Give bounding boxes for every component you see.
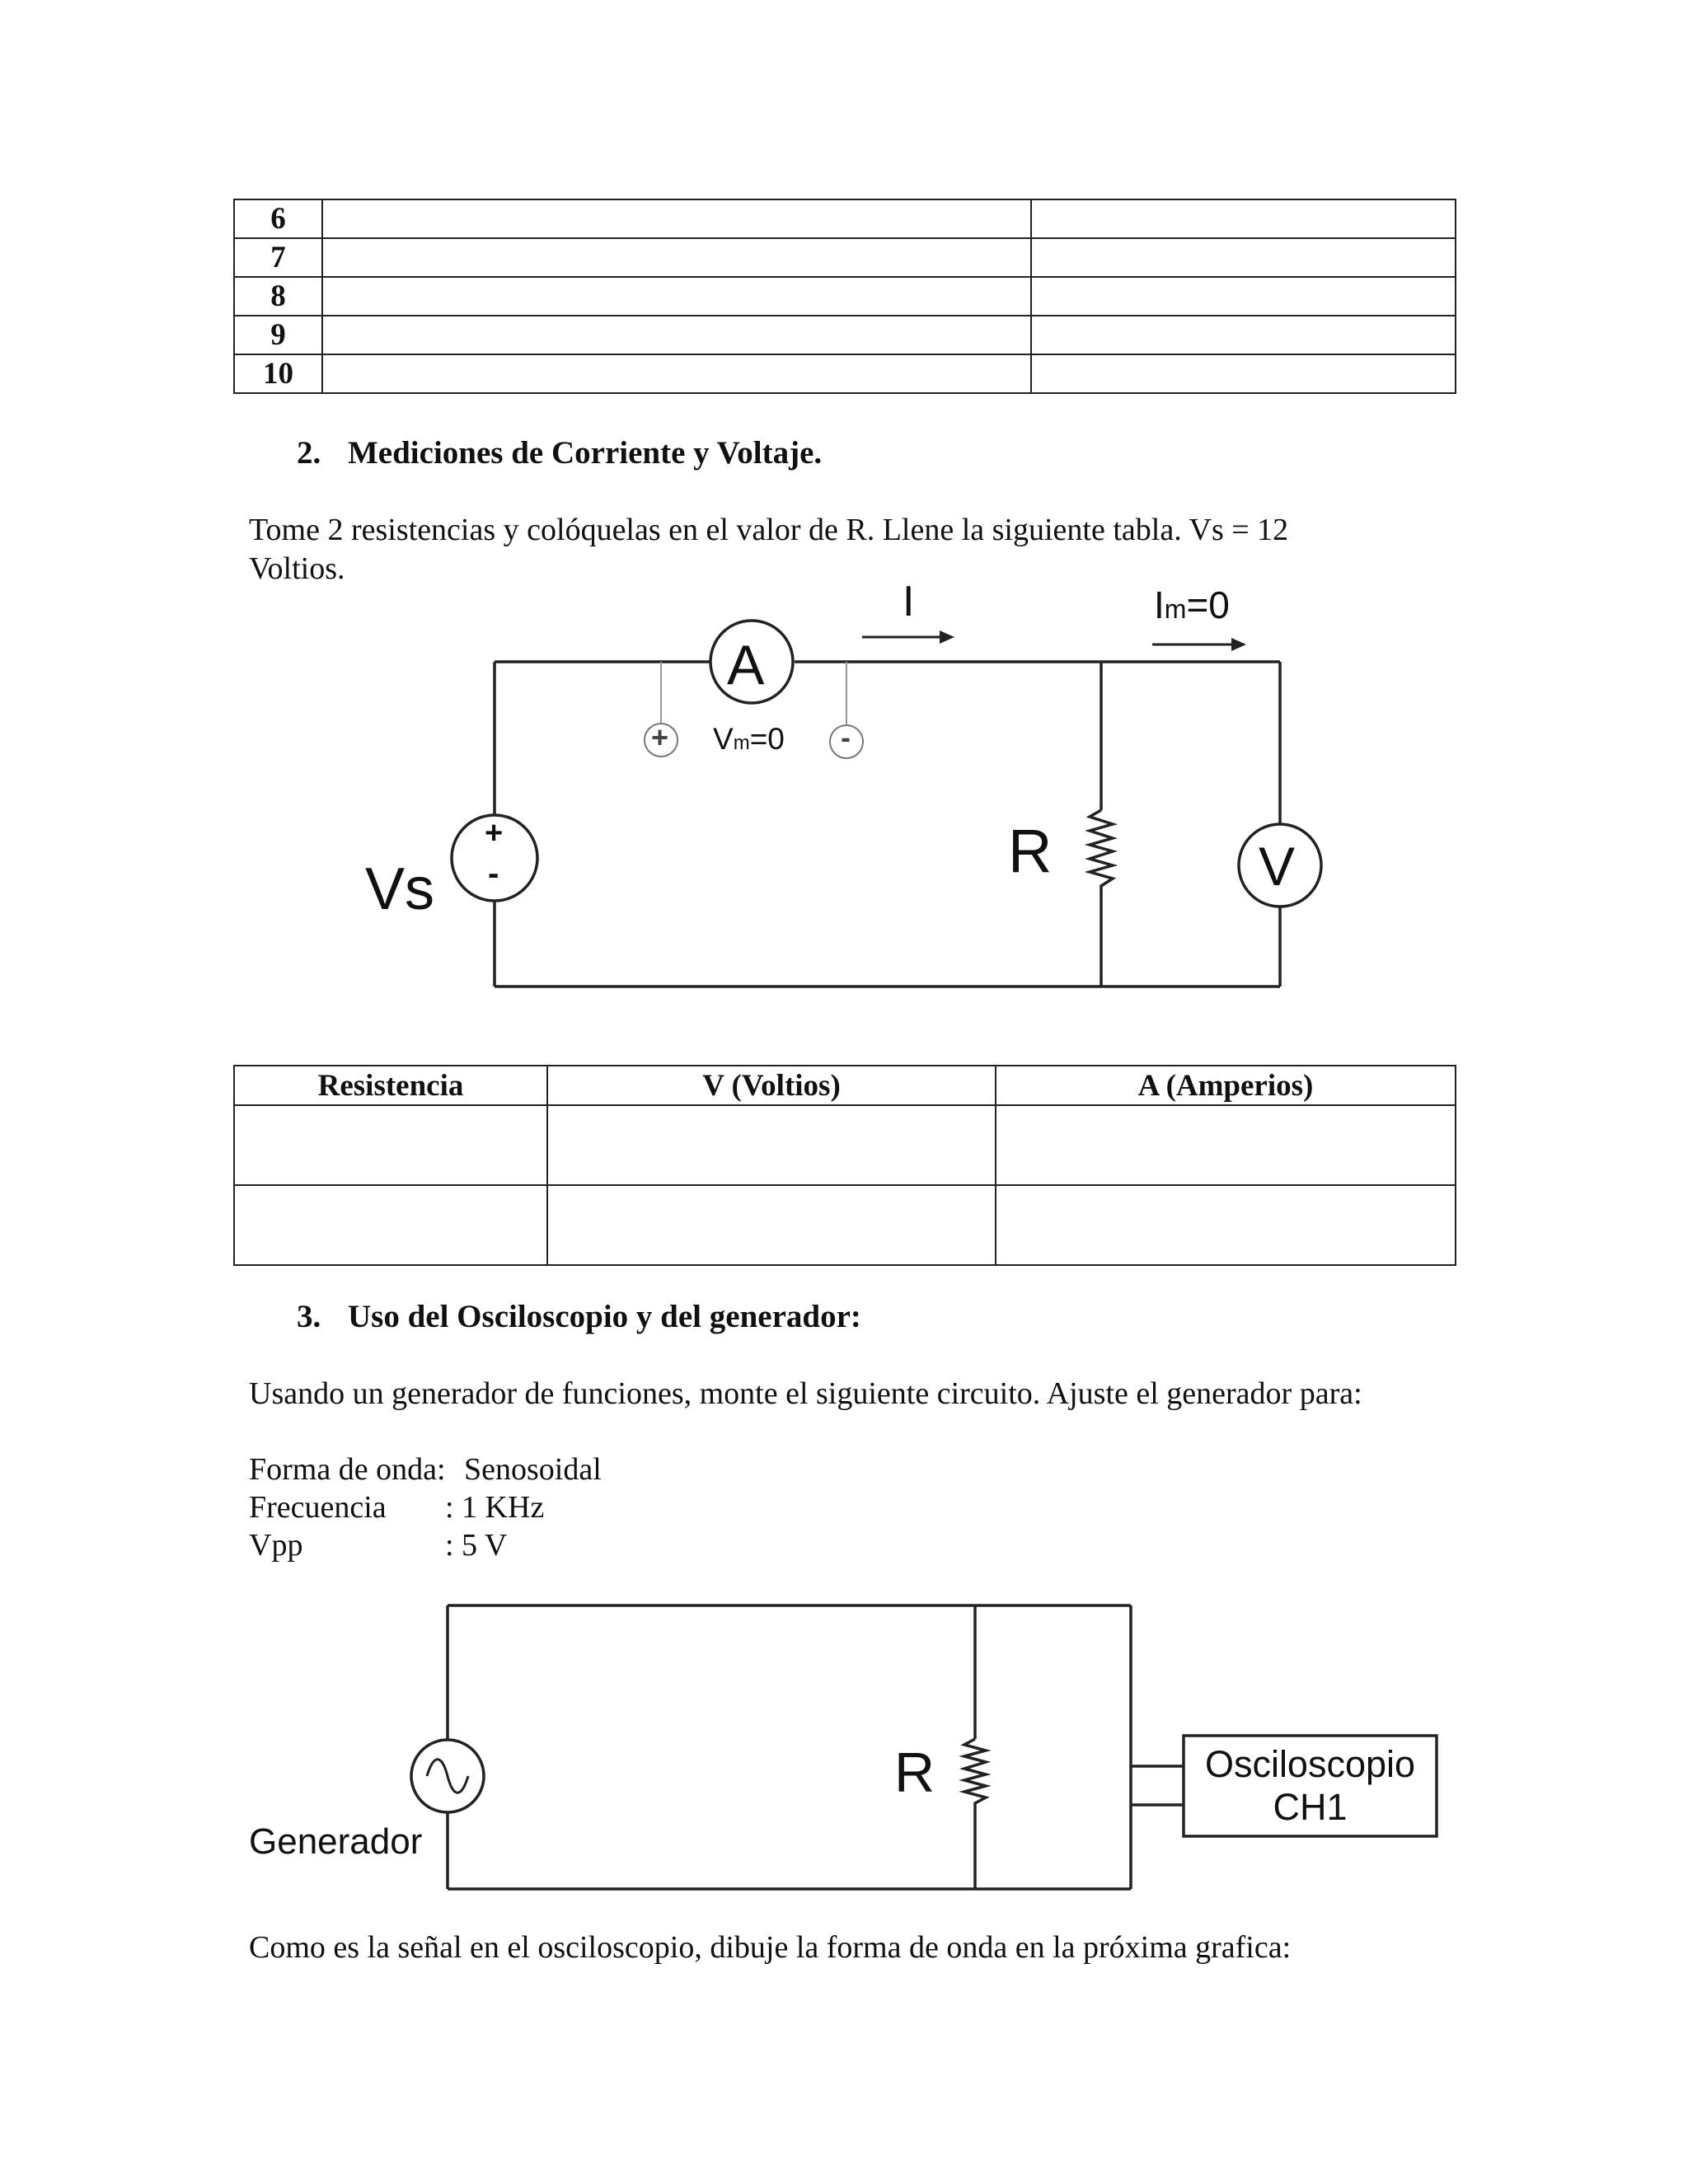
vm-label-sub: m bbox=[733, 732, 750, 754]
source-plus-sign: + bbox=[485, 816, 504, 851]
oscilloscope-label bbox=[1184, 1743, 1437, 1829]
oscilloscope-label-line1: Osciloscopio bbox=[1204, 1743, 1416, 1785]
current-label: I bbox=[903, 578, 915, 626]
generator-label: Generador bbox=[249, 1821, 423, 1862]
setting-label-waveform: Forma de onda: bbox=[249, 1452, 446, 1487]
im-label-value: =0 bbox=[1186, 583, 1230, 626]
section-2-number: 2. bbox=[297, 435, 321, 471]
im-label-main: I bbox=[1154, 583, 1165, 626]
row-number: 9 bbox=[234, 316, 322, 354]
source-label: Vs bbox=[365, 856, 435, 922]
row-number: 7 bbox=[234, 238, 322, 277]
section-2-paragraph-line1: Tome 2 resistencias y colóquelas en el valor de R. Llene la siguiente tabla. Vs = 12 bbox=[249, 513, 1289, 547]
vm-label-main: V bbox=[713, 722, 734, 756]
section-3-heading: Uso del Osciloscopio y del generador: bbox=[348, 1299, 861, 1334]
resistor-label-2: R bbox=[894, 1741, 935, 1804]
row-number: 6 bbox=[234, 199, 322, 238]
section-3-number: 3. bbox=[297, 1299, 321, 1334]
section-2-heading: Mediciones de Corriente y Voltaje. bbox=[348, 435, 823, 471]
setting-label-frequency: Frecuencia bbox=[249, 1490, 387, 1525]
section-2-paragraph-line2: Voltios. bbox=[249, 551, 345, 586]
column-header-voltios: V (Voltios) bbox=[547, 1066, 996, 1105]
voltmeter-label: V bbox=[1259, 836, 1296, 897]
plus-probe-sign: + bbox=[651, 720, 669, 754]
im-label-sub: m bbox=[1164, 594, 1187, 624]
resistor-label: R bbox=[1008, 817, 1053, 885]
setting-label-vpp: Vpp bbox=[249, 1528, 303, 1563]
vm-label-value: =0 bbox=[749, 722, 785, 756]
source-minus-sign: - bbox=[488, 855, 499, 892]
setting-value-frequency: : 1 KHz bbox=[445, 1490, 545, 1525]
closing-instruction: Como es la señal en el osciloscopio, dibuje la forma de onda en la próxima grafica: bbox=[249, 1930, 1292, 1965]
column-header-amperios: A (Amperios) bbox=[996, 1066, 1456, 1105]
row-number: 10 bbox=[234, 354, 322, 393]
setting-value-waveform: Senosoidal bbox=[464, 1452, 602, 1487]
setting-value-vpp: : 5 V bbox=[445, 1528, 508, 1563]
section-3-intro: Usando un generador de funciones, monte el siguiente circuito. Ajuste el generador para: bbox=[249, 1376, 1362, 1411]
resistor-zigzag bbox=[964, 1739, 986, 1809]
row-number: 8 bbox=[234, 277, 322, 316]
column-header-resistencia: Resistencia bbox=[234, 1066, 547, 1105]
oscilloscope-label-line2: CH1 bbox=[1273, 1786, 1348, 1828]
minus-probe-sign: - bbox=[841, 720, 851, 754]
ammeter-label: A bbox=[727, 634, 765, 696]
